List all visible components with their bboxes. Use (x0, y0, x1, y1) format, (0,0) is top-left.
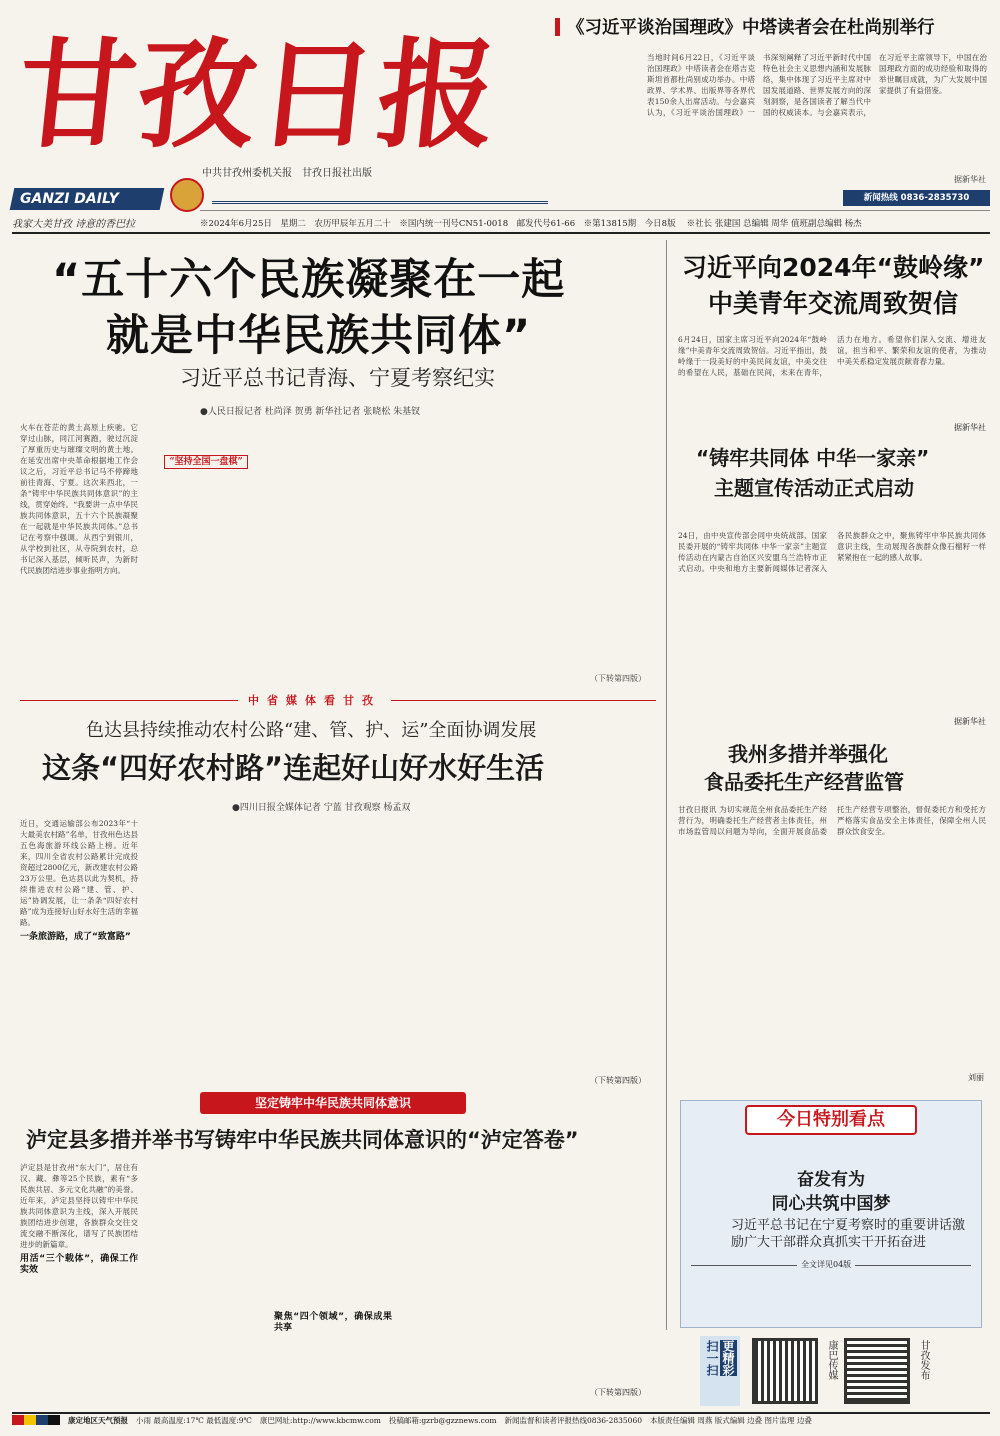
footer-editors: 本版责任编辑 周燕 版式编辑 边叠 图片监理 边叠 (650, 1415, 812, 1425)
xi-greeting-headline-1: 习近平向2024年“鼓岭缘” (682, 253, 985, 282)
qr-section (700, 1336, 990, 1408)
org-line: 中共甘孜州委机关报 甘孜日报社出版 (202, 168, 372, 179)
food-safety-headline-1: 我州多措并举强化 (728, 742, 888, 766)
lead-col-2 (147, 422, 265, 684)
weather-detail: 小雨 最高温度:17℃ 最低温度:9℃ (136, 1415, 252, 1425)
rural-col-5 (528, 818, 646, 1086)
rural-sub-heading: 一条旅游路，成了“致富路” (20, 932, 131, 942)
tibetan-script-line (212, 192, 548, 204)
lead-headline-block (12, 240, 662, 400)
luding-sub-heading-2: 聚焦“四个领域”，确保成果共享 (274, 1312, 392, 1333)
editors-info: ※社长 张建国 总编辑 周华 值班副总编辑 杨杰 (686, 219, 862, 229)
section-label-bar (20, 692, 656, 708)
masthead (12, 10, 552, 240)
theme-campaign (672, 438, 990, 728)
scan-badge (700, 1336, 740, 1406)
rural-kicker: 色达县持续推动农村公路“建、管、护、运”全面协调发展 (86, 720, 537, 741)
highlight-headline-1: 奋发有为 (797, 1170, 865, 1190)
footer-phone: 新闻监督和读者评报热线0836-2835060 (504, 1415, 642, 1425)
highlight-summary: 习近平总书记在宁夏考察时的重要讲话激励广大干部群众真抓实干开拓奋进 (731, 1218, 966, 1250)
highlight-box (680, 1100, 982, 1328)
luding-body (20, 1162, 650, 1398)
luding-col-2 (147, 1162, 265, 1398)
food-safety-reporter: 刘丽 (968, 1073, 984, 1082)
food-safety-body: 甘孜日报讯 为切实规范全州食品委托生产经营行为，明确委托生产经营者主体责任，州市场监管局以问题为导向，全面开展食品委托生产经营专项整治，督促委托方和受托方严格落实食品安全主体责任，保障全州人民群众饮食安全。 (678, 805, 986, 836)
luding-col-3 (274, 1162, 392, 1398)
highlight-title: 今日特别看点 (777, 1109, 885, 1130)
qr-code-ganzi[interactable] (844, 1338, 910, 1404)
weather-label: 康定地区天气预报 (68, 1415, 128, 1425)
lead-subheadline: 习近平总书记青海、宁夏考察纪实 (180, 366, 495, 390)
lead-continue: （下转第四版） (590, 674, 646, 683)
rural-col-4 (401, 818, 519, 1086)
swatch-yellow (24, 1415, 36, 1425)
lead-headline-line1: “五十六个民族凝聚在一起 (52, 255, 566, 305)
luding-banner-text: 坚定铸牢中华民族共同体意识 (254, 1096, 411, 1110)
qr-label-ganzi: 甘孜发布 (918, 1340, 929, 1380)
luding-banner (200, 1092, 466, 1114)
xi-greeting-headline-2: 中美青年交流周致贺信 (708, 289, 959, 318)
luding-col-1 (20, 1162, 138, 1398)
more-text: 更精彩 (721, 1340, 735, 1376)
lead-sub-heading: “坚持全国一盘棋” (164, 455, 247, 469)
newspaper-logo: 甘孜日报 (10, 25, 506, 164)
lead-byline: ●人民日报记者 杜尚泽 贺勇 新华社记者 张晓松 朱基钗 (200, 407, 421, 417)
rural-col-1 (20, 818, 138, 1086)
footer-email[interactable]: 投稿邮箱:gzrb@gzznews.com (388, 1415, 497, 1425)
swatch-black (48, 1415, 60, 1425)
qr-code-kangba[interactable] (752, 1338, 818, 1404)
highlight-headline-2: 同心共筑中国梦 (771, 1194, 891, 1214)
anniversary-emblem (170, 178, 204, 212)
highlight-page-ref-row (691, 1259, 971, 1271)
hotline-badge (843, 190, 990, 206)
luding-col-5 (528, 1162, 646, 1398)
rural-continue: （下转第四版） (590, 1076, 646, 1085)
lead-headline-line2: 就是中华民族共同体” (106, 311, 532, 361)
english-name: GANZI DAILY (20, 191, 119, 207)
luding-col-4 (401, 1162, 519, 1398)
issue-bar (200, 210, 990, 229)
top-story-body: 当地时间6月22日，《习近平谈治国理政》中塔读者会在塔吉克斯坦首都杜尚别成功举办。中塔政界、学术界、出版界等各界代表150余人出席活动。与会嘉宾认为，《习近平谈治国理政》一书深刻阐释了习近平新时代中国特色社会主义思想内涵和发展脉络，集中体现了习近平主席对中国发展道路、世界发展方向的深刻洞察，是各国读者了解当代中国的权威读本。与会嘉宾表示，在习近平主席领导下，中国在治国理政方面的成功经验和取得的举世瞩目成就，为广大发展中国家提供了有益借鉴。 (647, 53, 987, 117)
top-story-headline: 《习近平谈治国理政》中塔读者会在杜尚别举行 (567, 18, 935, 38)
english-name-badge (10, 188, 165, 210)
lead-body (20, 422, 650, 684)
swatch-red (12, 1415, 24, 1425)
food-safety (672, 734, 990, 1094)
xi-greeting (672, 240, 990, 435)
rural-byline: ●四川日报全媒体记者 宁蓝 甘孜观察 杨孟双 (232, 803, 411, 813)
luding-body-text: 泸定县是甘孜州“东大门”，居住有汉、藏、彝等25个民族，素有“多民族共居、多元文化共融”的美誉。近年来，泸定县坚持以铸牢中华民族共同体意识为主线，深入开展民族团结进步创建，各族群众交往交流交融不断深化，谱写了民族团结进步的新篇章。 (20, 1163, 138, 1249)
rural-col-2 (147, 818, 265, 1086)
theme-campaign-headline-1: “铸牢共同体 中华一家亲” (696, 446, 930, 470)
scan-text: 扫一扫 (705, 1340, 719, 1376)
xi-greeting-body: 6月24日，国家主席习近平向2024年“鼓岭缘”中美青年交流周致贺信。习近平指出，鼓岭缘于一段美好的中美民间友谊，中美交往的希望在人民，基础在民间，未来在青年，活力在地方。希望你们深入交流、增进友谊，担当和平、繁荣和友谊的使者，为推动中美关系稳定发展贡献青春力量。 (678, 335, 986, 377)
top-story-rule (555, 18, 560, 36)
top-story-source: 据新华社 (954, 175, 986, 184)
lead-sub-heading-badge (147, 456, 265, 468)
lead-col-4 (401, 422, 519, 684)
rural-col-3 (274, 818, 392, 1086)
highlight-page-ref[interactable]: 全文详见04版 (797, 1259, 855, 1270)
section-label: 中省媒体看甘孜 (238, 692, 391, 708)
hotline-label: 新闻热线 0836-2835730 (863, 193, 970, 203)
theme-campaign-headline-2: 主题宣传活动正式启动 (714, 476, 914, 500)
food-safety-headline-2: 食品委托生产经营监管 (704, 770, 904, 794)
xi-greeting-source: 据新华社 (954, 423, 986, 432)
theme-campaign-source: 据新华社 (954, 717, 986, 726)
column-divider (666, 240, 667, 1330)
color-swatches (12, 1415, 60, 1425)
lead-col-5 (528, 422, 646, 684)
lead-col-3 (274, 422, 392, 684)
footer-website[interactable]: 康巴网址:http://www.kbcmw.com (259, 1415, 381, 1425)
divider (12, 232, 990, 234)
issue-info: ※2024年6月25日 星期二 农历甲辰年五月二十 ※国内统一刊号CN51-0018 邮发代号61-66 ※第13815期 今日8版 (200, 219, 676, 229)
highlight-title-badge (745, 1105, 917, 1135)
top-story (555, 12, 990, 187)
lead-col-1: 火车在苍茫的黄土高原上疾驰。它穿过山脉，同江河赛跑，驶过沉淀了厚重历史与璀璨文明的黄土地。在延安出席中央革命根据地工作会议之后，习近平总书记马不停蹄地前往青海、宁夏。这次来西北，一条“铸牢中华民族共同体意识”的主线，贯穿始终。“我要讲一点中华民族共同体意识，五十六个民族凝聚在一起就是中华民族共同体。”总书记在考察中强调。从西宁到银川，从学校到社区，从寺院到农村，总书记深入基层，倾听民声，为新时代民族团结进步事业指明方向。 (20, 423, 138, 575)
luding-sub-heading-1: 用活“三个载体”，确保工作实效 (20, 1254, 138, 1275)
swatch-blue (36, 1415, 48, 1425)
rural-body (20, 818, 650, 1086)
footer-bar (12, 1412, 990, 1426)
qr-label-kangba: 康巴传媒 (826, 1340, 837, 1380)
rural-body-text: 近日，交通运输部公布2023年“十大最美农村路”名单，甘孜州色达县五色海旅游环线公路上榜。近年来，四川全省农村公路累计完成投资超过2800亿元，新改建农村公路23万公里。色达县以此为契机，持续推进农村公路“建、管、护、运”协调发展，让一条条“四好农村路”成为连接好山好水好生活的幸福路。 (20, 819, 138, 927)
luding-continue: （下转第四版） (590, 1388, 646, 1397)
luding-headline: 泸定县多措并举书写铸牢中华民族共同体意识的“泸定答卷” (26, 1128, 579, 1152)
rural-headline: 这条“四好农村路”连起好山好水好生活 (42, 751, 545, 785)
slogan: 我家大美甘孜 诗意的香巴拉 (12, 219, 136, 230)
theme-campaign-body: 24日，由中央宣传部会同中央统战部、国家民委开展的“铸牢共同体 中华一家亲”主题宣传活动在内蒙古自治区兴安盟乌兰浩特市正式启动。中央和地方主要新闻媒体记者深入各民族群众之中，聚焦铸牢中华民族共同体意识主线，生动展现各族群众像石榴籽一样紧紧抱在一起的感人故事。 (678, 531, 986, 573)
